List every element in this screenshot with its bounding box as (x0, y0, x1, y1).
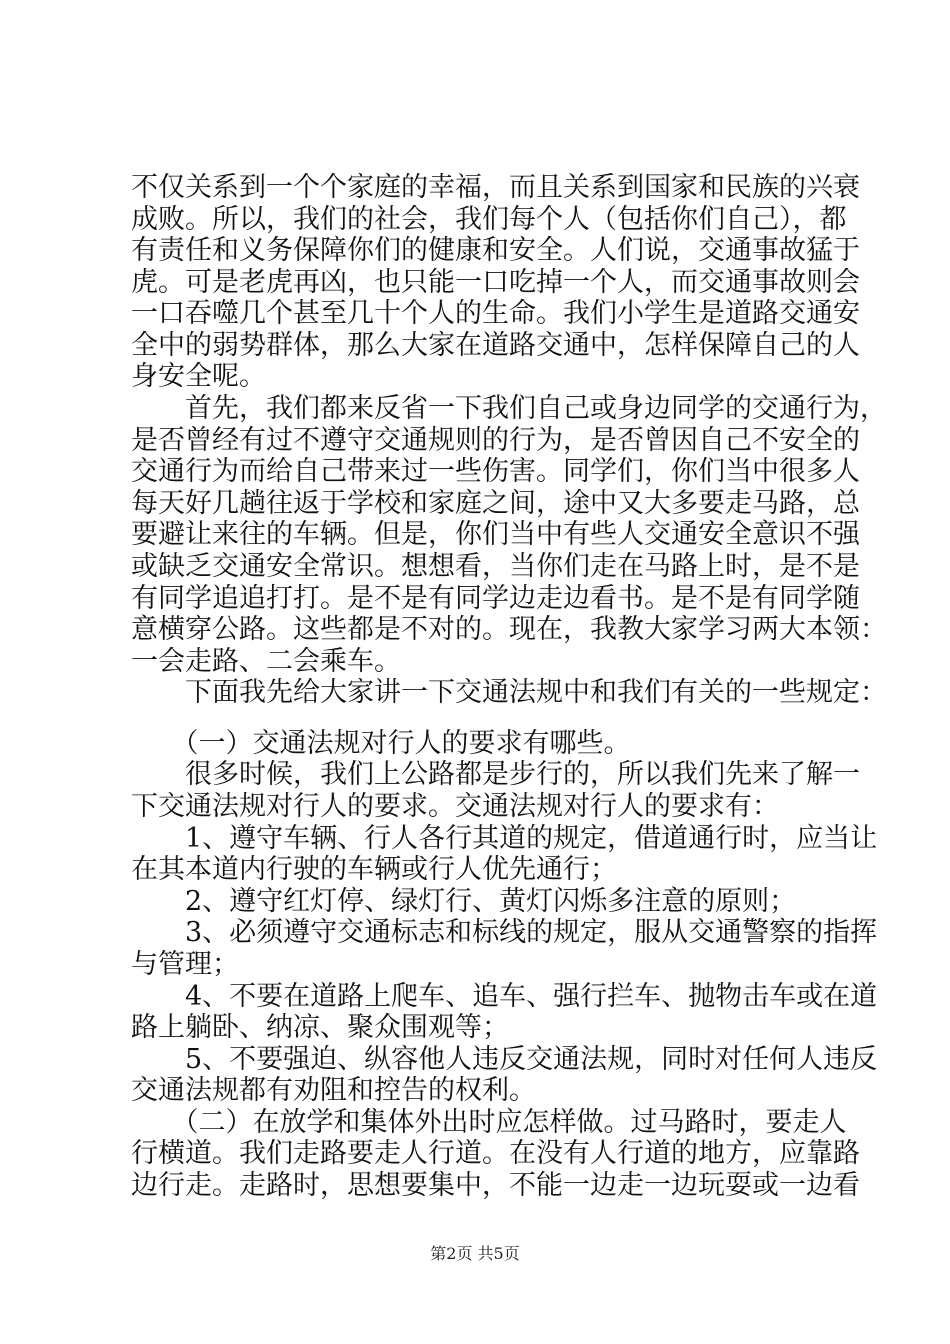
text-line: 或缺乏交通安全常识。想想看，当你们走在马路上时，是不是 (131, 551, 860, 582)
text-line: 全中的弱势群体，那么大家在道路交通中，怎样保障自己的人 (131, 330, 860, 361)
page-number-footer: 第2页 共5页 (430, 1244, 520, 1263)
section-heading: （二）在放学和集体外出时应怎样做。过马路时，要走人 (131, 1107, 847, 1138)
text-line: 下面我先给大家讲一下交通法规中和我们有关的一些规定： (131, 677, 887, 708)
list-item: 4、不要在道路上爬车、追车、强行拦车、抛物击车或在道 (131, 981, 878, 1012)
text-line: 交通法规都有劝阻和控告的权利。 (131, 1075, 536, 1106)
text-line: 首先，我们都来反省一下我们自己或身边同学的交通行为， (131, 393, 887, 424)
list-item: 1、遵守车辆、行人各行其道的规定，借道通行时，应当让 (131, 823, 878, 854)
text-line: 不仅关系到一个个家庭的幸福，而且关系到国家和民族的兴衰 (131, 172, 860, 203)
text-line: 有责任和义务保障你们的健康和安全。人们说，交通事故猛于 (131, 235, 860, 266)
text-line: 有同学追追打打。是不是有同学边走边看书。是不是有同学随 (131, 583, 860, 614)
text-line: 一会走路、二会乘车。 (131, 646, 401, 677)
text-line: 虎。可是老虎再凶，也只能一口吃掉一个人，而交通事故则会 (131, 267, 860, 298)
text-line: 路上躺卧、纳凉、聚众围观等； (131, 1012, 509, 1043)
text-line: 下交通法规对行人的要求。交通法规对行人的要求有： (131, 791, 779, 822)
text-line: 身安全呢。 (131, 361, 266, 392)
text-line: 一口吞噬几个甚至几十个人的生命。我们小学生是道路交通安 (131, 298, 860, 329)
text-line: 与管理； (131, 949, 239, 980)
text-line: 要避让来往的车辆。但是，你们当中有些人交通安全意识不强 (131, 519, 860, 550)
text-line: 成败。所以，我们的社会，我们每个人（包括你们自己），都 (131, 204, 847, 235)
text-line: 在其本道内行驶的车辆或行人优先通行； (131, 854, 617, 885)
list-item: 3、必须遵守交通标志和标线的规定，服从交通警察的指挥 (131, 917, 878, 948)
text-line: 行横道。我们走路要走人行道。在没有人行道的地方，应靠路 (131, 1138, 860, 1169)
text-line: 是否曾经有过不遵守交通规则的行为，是否曾因自己不安全的 (131, 425, 860, 456)
text-line: 交通行为而给自己带来过一些伤害。同学们，你们当中很多人 (131, 456, 860, 487)
list-item: 2、遵守红灯停、绿灯行、黄灯闪烁多注意的原则； (131, 886, 797, 917)
list-item: 5、不要强迫、纵容他人违反交通法规，同时对任何人违反 (131, 1044, 878, 1075)
text-line: 很多时候，我们上公路都是步行的，所以我们先来了解一 (131, 759, 860, 790)
text-line: 边行走。走路时，思想要集中，不能一边走一边玩耍或一边看 (131, 1170, 860, 1201)
text-line: 每天好几趟往返于学校和家庭之间，途中又大多要走马路，总 (131, 488, 860, 519)
section-heading: （一）交通法规对行人的要求有哪些。 (131, 728, 631, 759)
text-line: 意横穿公路。这些都是不对的。现在，我教大家学习两大本领： (131, 614, 887, 645)
